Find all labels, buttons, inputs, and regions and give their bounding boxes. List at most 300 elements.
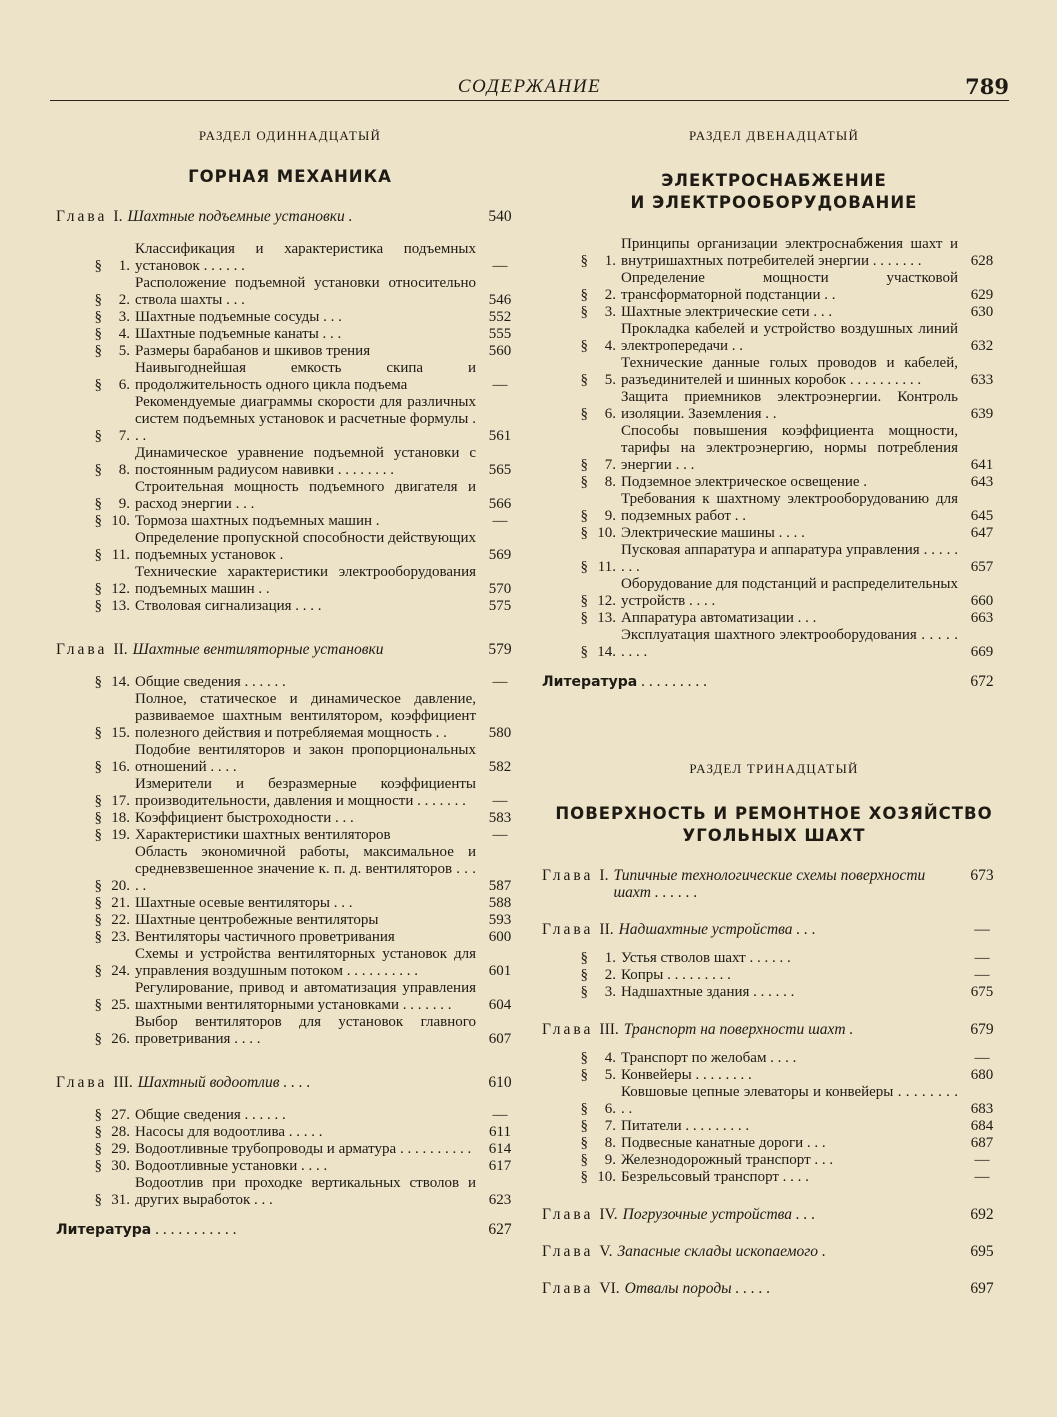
entry-title: Расположение подъемной установки относительно ствола шахты . . .: [135, 275, 476, 308]
chapter-block: [542, 921, 1006, 1001]
entry-page: 583: [488, 810, 512, 826]
toc-entry: [542, 1169, 1006, 1186]
entry-page: 561: [488, 428, 512, 444]
entry-number: 6.: [118, 377, 130, 393]
entry-number: 8.: [604, 474, 616, 490]
chapter-word: Глава: [542, 1280, 594, 1297]
toc-entry: [542, 525, 1006, 542]
entry-page: 565: [488, 462, 512, 478]
entry-page: —: [974, 1152, 990, 1168]
chapter-block: [56, 641, 524, 1048]
toc-entry: [56, 674, 524, 691]
toc-entry: [56, 445, 524, 479]
chapter-title-dots: .: [818, 1243, 826, 1260]
entry-number: 4.: [604, 1050, 616, 1066]
section12-title-line-1: ЭЛЕКТРОСНАБЖЕНИЕ: [661, 171, 887, 190]
entry-page: 643: [970, 474, 994, 490]
chapter-title: [138, 1074, 476, 1091]
section-symbol: §: [94, 929, 102, 945]
entry-page: 684: [970, 1118, 994, 1134]
chapter-page: 579: [488, 641, 512, 658]
literature12-dots: . . . . . . . . .: [637, 673, 707, 690]
section-symbol: §: [580, 1152, 588, 1168]
entry-title: Копры . . . . . . . . .: [621, 967, 731, 983]
chapter-word: Глава: [542, 1243, 594, 1260]
entry-title: Динамическое уравнение подъемной установки с постоянным радиусом навивки . . . . . . . .: [135, 445, 476, 478]
entry-title: Безрельсовый транспорт . . . .: [621, 1169, 809, 1185]
chapter-number: V.: [599, 1243, 613, 1260]
entry-title: Полное, статическое и динамическое давление, развиваемое шахтным вентилятором, коэффициент полезного действия и потребляемая мощность . .: [135, 691, 476, 741]
literature-dots: . . . . . . . . . . .: [151, 1221, 237, 1238]
entry-title: Тормоза шахтных подъемных машин .: [135, 513, 380, 529]
chapter-page: 692: [970, 1206, 994, 1223]
entry-number: 30.: [111, 1158, 130, 1174]
chapter-title: [127, 208, 476, 225]
section-symbol: §: [580, 525, 588, 541]
section12-title-line-2: И ЭЛЕКТРООБОРУДОВАНИЕ: [630, 193, 918, 212]
toc-entry: [56, 479, 524, 513]
entry-title: Область экономичной работы, максимальное и средневзвешенное значение к. п. д. вентиляторов . . . . .: [135, 844, 476, 894]
entry-number: 10.: [111, 513, 130, 529]
section13-title-line-1: ПОВЕРХНОСТЬ И РЕМОНТНОЕ ХОЗЯЙСТВО: [555, 804, 993, 823]
entry-title: Подземное электрическое освещение .: [621, 474, 868, 490]
entry-title: Строительная мощность подъемного двигателя и расход энергии . . .: [135, 479, 476, 512]
entry-number: 9.: [604, 1152, 616, 1168]
section-symbol: §: [580, 950, 588, 966]
entry-title: Коэффициент быстроходности . . .: [135, 810, 354, 826]
entry-page: 663: [970, 610, 994, 626]
chapter-title-text: Шахтные вентиляторные установки: [132, 641, 384, 658]
toc-entry: [542, 491, 1006, 525]
section-symbol: §: [94, 462, 102, 478]
entry-page: 623: [488, 1192, 512, 1208]
entry-page: 669: [970, 644, 994, 660]
entry-number: 3.: [604, 984, 616, 1000]
entry-title: Пусковая аппаратура и аппаратура управления . . . . . . . .: [621, 542, 958, 575]
toc-entry: [56, 1141, 524, 1158]
entry-page: —: [492, 827, 508, 843]
entry-title: Регулирование, привод и автоматизация управления шахтными вентиляторными установками . . . . . . .: [135, 980, 476, 1013]
section-symbol: §: [580, 559, 588, 575]
entry-page: 657: [970, 559, 994, 575]
toc-entry: [542, 474, 1006, 491]
entry-title: Водоотливные трубопроводы и арматура . . . . . . . . . .: [135, 1141, 472, 1157]
entry-page: —: [492, 258, 508, 274]
entry-page: 629: [970, 287, 994, 303]
entry-page: —: [492, 377, 508, 393]
entry-title: Общие сведения . . . . . .: [135, 674, 286, 690]
entry-title: Классификация и характеристика подъемных установок . . . . . .: [135, 241, 476, 274]
entry-number: 17.: [111, 793, 130, 809]
chapter-title-text: Запасные склады ископаемого: [617, 1243, 819, 1260]
chapter-title-dots: . . . .: [279, 1074, 311, 1091]
section-symbol: §: [580, 984, 588, 1000]
entry-title: Технические характеристики электрооборудования подъемных машин . .: [135, 564, 476, 597]
entry-number: 14.: [111, 674, 130, 690]
toc-entry: [56, 980, 524, 1014]
section-symbol: §: [94, 258, 102, 274]
chapter-title-dots: . . .: [792, 921, 816, 938]
entry-page: 645: [970, 508, 994, 524]
entry-page: 580: [488, 725, 512, 741]
entry-page: 569: [488, 547, 512, 563]
toc-entry: [542, 423, 1006, 474]
entry-page: 607: [488, 1031, 512, 1047]
entry-title: Вентиляторы частичного проветривания: [135, 929, 395, 945]
toc-entry: [542, 610, 1006, 627]
entry-number: 7.: [118, 428, 130, 444]
chapter-number: III.: [599, 1021, 619, 1038]
chapter-number: I.: [113, 208, 123, 225]
entry-title: Технические данные голых проводов и кабелей, разъединителей и шинных коробок . . . . . . . . . .: [621, 355, 958, 388]
chapter-title: [133, 641, 476, 658]
entry-number: 24.: [111, 963, 130, 979]
running-head-title: СОДЕРЖАНИЕ: [457, 76, 602, 97]
section-symbol: §: [94, 912, 102, 928]
toc-entry: [542, 1067, 1006, 1084]
entry-title: Измерители и безразмерные коэффициенты производительности, давления и мощности . . . . . . .: [135, 776, 476, 809]
section-symbol: §: [94, 725, 102, 741]
entry-page: 683: [970, 1101, 994, 1117]
section12-label: РАЗДЕЛ ДВЕНАДЦАТЫЙ: [688, 128, 860, 143]
section-symbol: §: [580, 457, 588, 473]
toc-entry: [56, 564, 524, 598]
entry-page: 641: [970, 457, 994, 473]
toc-entry: [542, 355, 1006, 389]
entry-number: 23.: [111, 929, 130, 945]
toc-entry: [56, 810, 524, 827]
entry-number: 6.: [604, 1101, 616, 1117]
entry-number: 5.: [118, 343, 130, 359]
section-symbol: §: [94, 513, 102, 529]
entry-page: 587: [488, 878, 512, 894]
chapter-word: Глава: [56, 641, 108, 658]
section13-chapter-list: [542, 867, 1006, 1297]
entry-title: Подобие вентиляторов и закон пропорциональных отношений . . . .: [135, 742, 476, 775]
literature-label: Литература: [56, 1222, 152, 1238]
entry-title: Наивыгоднейшая емкость скипа и продолжительность одного цикла подъема: [135, 360, 476, 393]
literature12-page: 672: [970, 673, 994, 690]
section-symbol: §: [94, 1158, 102, 1174]
toc-entry: [56, 895, 524, 912]
section-symbol: §: [94, 878, 102, 894]
chapter-number: IV.: [599, 1206, 618, 1223]
entry-number: 2.: [604, 287, 616, 303]
entry-page: —: [492, 513, 508, 529]
entry-number: 4.: [604, 338, 616, 354]
entry-list: [56, 674, 524, 1048]
chapter-block: [542, 1021, 1006, 1186]
chapter-number: VI.: [599, 1280, 620, 1297]
entry-page: 570: [488, 581, 512, 597]
entry-page: 552: [488, 309, 512, 325]
section-symbol: §: [94, 1124, 102, 1140]
chapter-title: [623, 1206, 958, 1223]
chapter-heading: [542, 867, 1006, 901]
entry-number: 13.: [111, 598, 130, 614]
entry-page: 555: [488, 326, 512, 342]
toc-entry: [542, 1050, 1006, 1067]
toc-entry: [542, 321, 1006, 355]
toc-entry: [56, 776, 524, 810]
chapter-heading: [542, 921, 1006, 938]
literature12-label: Литература: [542, 674, 638, 690]
entry-title: Электрические машины . . . .: [621, 525, 805, 541]
section-symbol: §: [580, 610, 588, 626]
running-head: [50, 70, 1009, 101]
chapter-heading: [542, 1243, 1006, 1260]
toc-entry: [542, 304, 1006, 321]
toc-entry: [56, 1158, 524, 1175]
entry-number: 1.: [604, 950, 616, 966]
entry-number: 16.: [111, 759, 130, 775]
entry-title: Определение пропускной способности действующих подъемных установок .: [135, 530, 476, 563]
entry-title: Рекомендуемые диаграммы скорости для различных систем подъемных установок и расчетные формулы . . .: [135, 394, 476, 444]
toc-entry: [542, 236, 1006, 270]
entry-number: 9.: [118, 496, 130, 512]
entry-title: Определение мощности участковой трансформаторной подстанции . .: [621, 270, 958, 303]
chapter-title: [617, 1243, 958, 1260]
section-symbol: §: [580, 338, 588, 354]
entry-number: 3.: [118, 309, 130, 325]
section-symbol: §: [580, 304, 588, 320]
toc-entry: [56, 343, 524, 360]
entry-number: 29.: [111, 1141, 130, 1157]
chapter-title-text: Отвалы породы: [624, 1280, 732, 1297]
section13-label: РАЗДЕЛ ТРИНАДЦАТЫЙ: [689, 761, 859, 776]
entry-number: 9.: [604, 508, 616, 524]
chapter-word: Глава: [56, 208, 108, 225]
toc-entry: [542, 1152, 1006, 1169]
toc-entry: [56, 912, 524, 929]
section-symbol: §: [94, 377, 102, 393]
entry-number: 18.: [111, 810, 130, 826]
entry-number: 13.: [597, 610, 616, 626]
entry-page: 560: [488, 343, 512, 359]
chapter-title-text: Транспорт на поверхности шахт: [623, 1021, 846, 1038]
entry-page: —: [974, 967, 990, 983]
entry-title: Общие сведения . . . . . .: [135, 1107, 286, 1123]
toc-entry: [542, 950, 1006, 967]
section-symbol: §: [94, 895, 102, 911]
toc-entry: [56, 530, 524, 564]
toc-entry: [56, 1124, 524, 1141]
entry-number: 3.: [604, 304, 616, 320]
entry-title: Стволовая сигнализация . . . .: [135, 598, 322, 614]
entry-title: Принципы организации электроснабжения шахт и внутришахтных потребителей энергии . . . . . . .: [621, 236, 958, 269]
section-symbol: §: [94, 674, 102, 690]
section12-entry-list: [542, 236, 1006, 661]
toc-entry: [56, 513, 524, 530]
entry-list: [542, 950, 1006, 1001]
entry-number: 22.: [111, 912, 130, 928]
toc-entry: [56, 1014, 524, 1048]
chapter-number: I.: [599, 867, 609, 884]
entry-title: Защита приемников электроэнергии. Контроль изоляции. Заземления . .: [621, 389, 958, 422]
section-title: ГОРНАЯ МЕХАНИКА: [188, 167, 392, 186]
entry-page: 546: [488, 292, 512, 308]
entry-number: 11.: [597, 559, 616, 575]
chapter-block: [56, 208, 524, 615]
section-symbol: §: [580, 1067, 588, 1083]
section-symbol: §: [580, 406, 588, 422]
entry-title: Требования к шахтному электрооборудованию для подземных работ . .: [621, 491, 958, 524]
entry-title: Оборудование для подстанций и распределительных устройств . . . .: [621, 576, 958, 609]
toc-entry: [542, 270, 1006, 304]
section-symbol: §: [94, 428, 102, 444]
section-symbol: §: [94, 343, 102, 359]
entry-number: 12.: [111, 581, 130, 597]
chapter-title-text: Типичные технологические схемы поверхности шахт: [613, 867, 926, 901]
chapter-title-text: Погрузочные устройства: [622, 1206, 793, 1223]
toc-entry: [56, 360, 524, 394]
chapter-page: 697: [970, 1280, 994, 1297]
toc-entry: [56, 1107, 524, 1124]
entry-number: 2.: [118, 292, 130, 308]
entry-number: 21.: [111, 895, 130, 911]
entry-title: Шахтные центробежные вентиляторы: [135, 912, 379, 928]
section-symbol: §: [580, 1118, 588, 1134]
section-symbol: §: [94, 1031, 102, 1047]
literature-entry: [56, 1221, 524, 1239]
entry-title: Эксплуатация шахтного электрооборудования . . . . . . . . .: [621, 627, 958, 660]
entry-title: Способы повышения коэффициента мощности, тарифы на электроэнергию, нормы потребления энергии . . .: [621, 423, 958, 473]
section-symbol: §: [94, 292, 102, 308]
toc-entry: [56, 827, 524, 844]
entry-number: 7.: [604, 1118, 616, 1134]
entry-number: 10.: [597, 525, 616, 541]
entry-title: Подвесные канатные дороги . . .: [621, 1135, 826, 1151]
entry-page: 617: [488, 1158, 512, 1174]
entry-number: 27.: [111, 1107, 130, 1123]
chapter-page: 540: [488, 208, 512, 225]
entry-number: 25.: [111, 997, 130, 1013]
toc-entry: [56, 309, 524, 326]
entry-title: Водоотливные установки . . . .: [135, 1158, 328, 1174]
entry-number: 6.: [604, 406, 616, 422]
chapter-list: [56, 208, 524, 1209]
toc-entry: [542, 627, 1006, 661]
entry-page: 588: [488, 895, 512, 911]
chapter-page: 679: [970, 1021, 994, 1038]
section-symbol: §: [94, 810, 102, 826]
entry-title: Шахтные электрические сети . . .: [621, 304, 833, 320]
chapter-heading: [542, 1021, 1006, 1038]
entry-number: 1.: [604, 253, 616, 269]
entry-page: —: [974, 1169, 990, 1185]
chapter-title-text: Шахтные подъемные установки: [127, 208, 345, 225]
section-symbol: §: [94, 547, 102, 563]
chapter-title: [625, 1280, 958, 1297]
entry-title: Схемы и устройства вентиляторных установок для управления воздушным потоком . . . . . . . . . .: [135, 946, 476, 979]
chapter-block: [542, 1280, 1006, 1297]
toc-entry: [542, 542, 1006, 576]
section-symbol: §: [94, 598, 102, 614]
chapter-block: [542, 867, 1006, 901]
chapter-page: 673: [970, 867, 994, 884]
entry-page: 600: [488, 929, 512, 945]
chapter-title: [619, 921, 958, 938]
entry-page: 630: [970, 304, 994, 320]
toc-entry: [542, 1084, 1006, 1118]
entry-title: Насосы для водоотлива . . . . .: [135, 1124, 323, 1140]
page-number: 789: [965, 74, 1009, 99]
chapter-number: II.: [113, 641, 128, 658]
entry-page: 632: [970, 338, 994, 354]
chapter-heading: [542, 1280, 1006, 1297]
entry-page: 575: [488, 598, 512, 614]
entry-list: [542, 1050, 1006, 1186]
entry-page: 680: [970, 1067, 994, 1083]
section-symbol: §: [580, 287, 588, 303]
section-symbol: §: [94, 793, 102, 809]
section-symbol: §: [580, 1101, 588, 1117]
chapter-word: Глава: [542, 921, 594, 938]
entry-number: 10.: [597, 1169, 616, 1185]
toc-entry: [56, 1175, 524, 1209]
chapter-title-text: Надшахтные устройства: [618, 921, 793, 938]
literature-page: 627: [488, 1221, 512, 1238]
entry-page: —: [492, 674, 508, 690]
entry-title: Устья стволов шахт . . . . . .: [621, 950, 791, 966]
section-symbol: §: [580, 644, 588, 660]
toc-entry: [56, 394, 524, 445]
toc-entry: [56, 929, 524, 946]
toc-entry: [542, 1118, 1006, 1135]
toc-entry: [542, 1135, 1006, 1152]
entry-page: 601: [488, 963, 512, 979]
chapter-number: II.: [599, 921, 614, 938]
entry-number: 11.: [111, 547, 130, 563]
entry-title: Надшахтные здания . . . . . .: [621, 984, 795, 1000]
entry-page: 566: [488, 496, 512, 512]
section-symbol: §: [94, 963, 102, 979]
chapter-page: 695: [970, 1243, 994, 1260]
section-symbol: §: [94, 326, 102, 342]
entry-page: —: [492, 793, 508, 809]
toc-entry: [542, 967, 1006, 984]
entry-number: 26.: [111, 1031, 130, 1047]
chapter-title-dots: . . .: [792, 1206, 816, 1223]
entry-number: 8.: [118, 462, 130, 478]
chapter-title-text: Шахтный водоотлив: [137, 1074, 280, 1091]
chapter-word: Глава: [542, 1021, 594, 1038]
entry-number: 5.: [604, 372, 616, 388]
entry-list: [56, 1107, 524, 1209]
entry-title: Ковшовые цепные элеваторы и конвейеры . . . . . . . . . .: [621, 1084, 958, 1117]
entry-title: Водоотлив при проходке вертикальных стволов и других выработок . . .: [135, 1175, 476, 1208]
toc-entry: [56, 241, 524, 275]
entry-title: Аппаратура автоматизации . . .: [621, 610, 817, 626]
chapter-word: Глава: [542, 867, 594, 884]
toc-entry: [56, 742, 524, 776]
chapter-block: [56, 1074, 524, 1209]
section-symbol: §: [94, 581, 102, 597]
toc-entry: [56, 275, 524, 309]
entry-page: 582: [488, 759, 512, 775]
chapter-title: [624, 1021, 958, 1038]
entry-title: Конвейеры . . . . . . . .: [621, 1067, 752, 1083]
section-symbol: §: [94, 1141, 102, 1157]
entry-number: 8.: [604, 1135, 616, 1151]
entry-page: 593: [488, 912, 512, 928]
entry-page: —: [492, 1107, 508, 1123]
section-symbol: §: [580, 508, 588, 524]
entry-page: —: [974, 1050, 990, 1066]
section-symbol: §: [580, 1050, 588, 1066]
entry-title: Транспорт по желобам . . . .: [621, 1050, 797, 1066]
chapter-title-dots: .: [845, 1021, 854, 1038]
